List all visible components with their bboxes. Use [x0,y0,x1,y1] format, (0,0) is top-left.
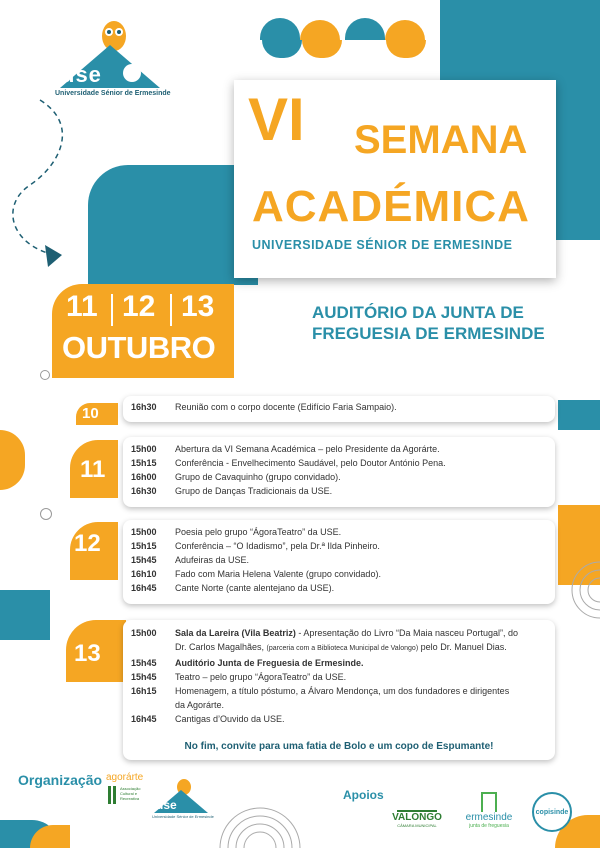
use-logo [55,18,171,108]
teal-semicircle-2 [345,18,385,40]
list-item: 15h15 Conferência - Envelhecimento Saudável, pelo Doutor António Pena. [131,458,446,468]
list-item: 16h45 Cantigas d’Ouvido da USE. [131,714,285,724]
copisinde-logo [532,792,572,832]
list-item: 15h45 Auditório Junta de Freguesia de Ermesinde. [131,658,364,668]
day-box-10 [123,396,555,422]
list-item: 15h45 Teatro – pelo grupo “ÁgoraTeatro” da USE. [131,672,347,682]
orange-semicircle-4 [386,40,426,58]
logo-acronym: use [61,62,102,87]
valongo-text: VALONGO [392,812,442,823]
tree-icon [123,64,141,82]
valongo-logo [392,792,442,832]
title-academica: ACADÉMICA [252,182,530,231]
small-circle-decor [40,508,52,520]
list-item: 16h45 Cante Norte (cante alentejano da USE). [131,583,335,593]
venue-line-2: FREGUESIA DE ERMESINDE [312,324,545,343]
ermesinde-tower-icon [481,792,497,812]
teal-semicircle-3 [262,40,302,58]
list-item: 16h10 Fado com Maria Helena Valente (grupo convidado). [131,569,381,579]
list-item: 15h15 Conferência – “O Idadismo”, pela Dr.ª Ilda Pinheiro. [131,541,380,551]
list-item: 15h00 Abertura da VI Semana Académica – pelo Presidente da Agorárte. [131,444,440,454]
use-logo-footer [152,778,214,822]
teal-square-right [558,400,600,430]
small-circle-decor-2 [40,370,50,380]
ermesinde-sub: junta de freguesia [469,823,509,829]
list-item: 16h15 Homenagem, a título póstumo, a Álvaro Mendonça, um dos fundadores e dirigentes [131,686,510,696]
list-item: 15h00 Poesia pelo grupo “ÁgoraTeatro” da USE. [131,527,342,537]
agorarte-sub: Associação Cultural e Recreativa [120,786,141,801]
list-item: 16h30 Reunião com o corpo docente (Edifício Faria Sampaio). [131,402,397,412]
date-sep-1 [111,294,113,326]
list-item: 16h00 Grupo de Cavaquinho (grupo convidado). [131,472,341,482]
apoios-label: Apoios [343,788,384,802]
day-number-11: 11 [80,456,106,483]
day-box-12 [123,520,555,604]
day-box-11 [123,437,555,507]
copisinde-text: copisinde [535,808,569,816]
date-month: OUTUBRO [62,330,216,365]
list-item-continuation: Dr. Carlos Magalhães, (parceria com a Biblioteca Municipal de Valongo) pelo Dr. Manuel Dias. [175,642,507,652]
org-label: Organização [18,772,103,788]
orange-quarter-left [0,430,25,490]
venue-line-1: AUDITÓRIO DA JUNTA DE [312,303,524,322]
date-sep-2 [170,294,172,326]
day-number-10: 10 [82,405,99,422]
date-day-2: 12 [122,290,156,323]
teal-square-left [0,590,50,640]
date-day-1: 11 [66,290,98,323]
agorarte-pillars-icon [108,786,111,804]
closing-note: No fim, convite para uma fatia de Bolo e um copo de Espumante! [184,741,494,752]
valongo-emblem-icon [397,792,437,812]
teal-block-left [88,165,258,285]
valongo-sub: CÂMARA MUNICIPAL [397,823,437,828]
logo-subtitle-footer: Universidade Sénior de Ermesinde [152,814,214,819]
agorarte-logo [104,772,150,818]
list-item-continuation: da Agorárte. [175,700,225,710]
concentric-circles-bottom [215,770,305,848]
ermesinde-logo [462,792,516,834]
orange-semicircle-2 [385,20,425,40]
day-number-12: 12 [74,530,101,557]
date-day-3: 13 [181,290,215,323]
orange-semicircle-1 [300,20,340,40]
teal-semicircle-1 [260,18,300,40]
agorarte-text: agorárte [106,772,144,783]
list-item: 15h00 Sala da Lareira (Vila Beatriz) - Apresentação do Livro “Da Maia nasceu Portugal”, do [131,628,519,638]
ermesinde-text: ermesinde [465,812,513,823]
list-item: 15h45 Adufeiras da USE. [131,555,250,565]
orange-semicircle-3 [302,40,342,58]
day-number-13: 13 [74,640,101,667]
logo-acronym-footer: use [156,798,177,812]
list-item: 16h30 Grupo de Danças Tradicionais da USE. [131,486,333,496]
title-semana: SEMANA [354,118,528,162]
dashed-path-decor [0,95,90,275]
day-box-13 [123,620,555,760]
title-vi: VI [248,86,305,153]
logo-subtitle: Universidade Sénior de Ermesinde [55,90,171,97]
title-subtitle: UNIVERSIDADE SÉNIOR DE ERMESINDE [252,238,513,252]
